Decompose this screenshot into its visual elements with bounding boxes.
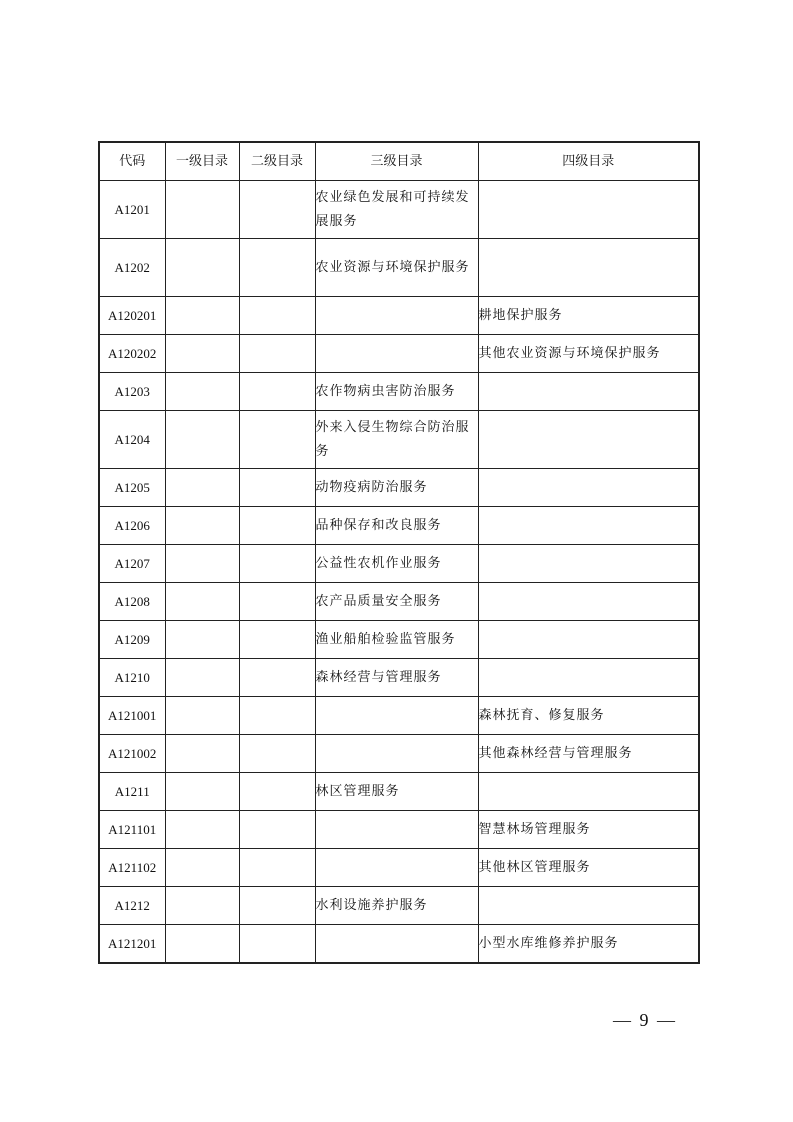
cell-level-4	[478, 887, 699, 925]
cell-level-2	[239, 239, 315, 297]
cell-level-1	[165, 811, 239, 849]
cell-level-4	[478, 659, 699, 697]
cell-level-3: 水利设施养护服务	[315, 887, 478, 925]
cell-level-2	[239, 181, 315, 239]
cell-level-1	[165, 411, 239, 469]
cell-code: A1203	[99, 373, 165, 411]
cell-code: A1201	[99, 181, 165, 239]
cell-level-1	[165, 621, 239, 659]
cell-level-2	[239, 297, 315, 335]
table-row	[99, 735, 699, 773]
cell-level-1	[165, 507, 239, 545]
cell-level-2	[239, 507, 315, 545]
cell-code: A1206	[99, 507, 165, 545]
cell-level-3: 农业绿色发展和可持续发展服务	[315, 181, 478, 239]
cell-level-1	[165, 545, 239, 583]
table-row	[99, 811, 699, 849]
cell-level-2	[239, 621, 315, 659]
cell-level-3: 森林经营与管理服务	[315, 659, 478, 697]
cell-level-1	[165, 697, 239, 735]
catalog-table	[98, 141, 700, 964]
header-level-3: 三级目录	[315, 142, 478, 181]
cell-code: A1212	[99, 887, 165, 925]
cell-code: A120202	[99, 335, 165, 373]
cell-level-1	[165, 773, 239, 811]
cell-code: A1208	[99, 583, 165, 621]
cell-level-4	[478, 411, 699, 469]
table-row	[99, 925, 699, 964]
cell-level-2	[239, 887, 315, 925]
header-code: 代码	[99, 142, 165, 181]
cell-level-4: 其他农业资源与环境保护服务	[478, 335, 699, 373]
table-row	[99, 887, 699, 925]
cell-level-2	[239, 811, 315, 849]
header-level-1: 一级目录	[165, 142, 239, 181]
cell-level-3: 林区管理服务	[315, 773, 478, 811]
cell-level-3	[315, 811, 478, 849]
cell-level-3	[315, 849, 478, 887]
cell-level-2	[239, 925, 315, 964]
cell-level-2	[239, 373, 315, 411]
cell-level-4	[478, 621, 699, 659]
cell-level-3	[315, 697, 478, 735]
table-row	[99, 469, 699, 507]
table-row	[99, 621, 699, 659]
cell-level-1	[165, 297, 239, 335]
cell-level-4	[478, 469, 699, 507]
cell-level-4: 森林抚育、修复服务	[478, 697, 699, 735]
cell-level-2	[239, 469, 315, 507]
cell-level-2	[239, 659, 315, 697]
cell-level-1	[165, 583, 239, 621]
cell-level-2	[239, 583, 315, 621]
cell-level-1	[165, 181, 239, 239]
table-row	[99, 849, 699, 887]
cell-level-2	[239, 411, 315, 469]
cell-level-2	[239, 545, 315, 583]
cell-code: A1205	[99, 469, 165, 507]
cell-level-1	[165, 849, 239, 887]
cell-level-2	[239, 735, 315, 773]
table-row	[99, 507, 699, 545]
table-row	[99, 583, 699, 621]
cell-level-4	[478, 373, 699, 411]
cell-code: A121102	[99, 849, 165, 887]
cell-level-3: 农业资源与环境保护服务	[315, 239, 478, 297]
cell-level-2	[239, 849, 315, 887]
cell-code: A1209	[99, 621, 165, 659]
header-level-4: 四级目录	[478, 142, 699, 181]
table-row	[99, 659, 699, 697]
table-body	[99, 181, 699, 964]
cell-level-4: 耕地保护服务	[478, 297, 699, 335]
cell-level-3: 农作物病虫害防治服务	[315, 373, 478, 411]
cell-level-4	[478, 583, 699, 621]
table-row	[99, 545, 699, 583]
cell-level-4: 其他森林经营与管理服务	[478, 735, 699, 773]
table-row	[99, 239, 699, 297]
cell-level-3: 公益性农机作业服务	[315, 545, 478, 583]
cell-level-1	[165, 239, 239, 297]
cell-code: A1204	[99, 411, 165, 469]
cell-level-1	[165, 659, 239, 697]
cell-level-3: 农产品质量安全服务	[315, 583, 478, 621]
cell-code: A1211	[99, 773, 165, 811]
table-row	[99, 411, 699, 469]
cell-level-3	[315, 735, 478, 773]
cell-level-4	[478, 773, 699, 811]
cell-level-4: 其他林区管理服务	[478, 849, 699, 887]
table-row	[99, 181, 699, 239]
table-row	[99, 773, 699, 811]
cell-level-1	[165, 335, 239, 373]
cell-level-1	[165, 373, 239, 411]
cell-code: A121201	[99, 925, 165, 964]
cell-level-3: 外来入侵生物综合防治服务	[315, 411, 478, 469]
cell-level-4: 智慧林场管理服务	[478, 811, 699, 849]
table-row	[99, 335, 699, 373]
cell-level-1	[165, 925, 239, 964]
cell-level-3	[315, 925, 478, 964]
cell-level-1	[165, 469, 239, 507]
cell-level-2	[239, 773, 315, 811]
cell-code: A1202	[99, 239, 165, 297]
cell-level-1	[165, 735, 239, 773]
page-number: — 9 —	[613, 1010, 677, 1030]
cell-code: A121002	[99, 735, 165, 773]
cell-level-3	[315, 297, 478, 335]
cell-level-4	[478, 545, 699, 583]
cell-code: A120201	[99, 297, 165, 335]
cell-code: A121101	[99, 811, 165, 849]
cell-level-4: 小型水库维修养护服务	[478, 925, 699, 964]
header-row	[99, 142, 699, 181]
cell-level-4	[478, 239, 699, 297]
cell-level-1	[165, 887, 239, 925]
cell-level-2	[239, 335, 315, 373]
cell-code: A1210	[99, 659, 165, 697]
table-row	[99, 697, 699, 735]
cell-level-3: 渔业船舶检验监管服务	[315, 621, 478, 659]
cell-code: A1207	[99, 545, 165, 583]
cell-code: A121001	[99, 697, 165, 735]
cell-level-4	[478, 181, 699, 239]
cell-level-4	[478, 507, 699, 545]
cell-level-3	[315, 335, 478, 373]
header-level-2: 二级目录	[239, 142, 315, 181]
cell-level-3: 动物疫病防治服务	[315, 469, 478, 507]
cell-level-3: 品种保存和改良服务	[315, 507, 478, 545]
table-row	[99, 373, 699, 411]
cell-level-2	[239, 697, 315, 735]
table-row	[99, 297, 699, 335]
